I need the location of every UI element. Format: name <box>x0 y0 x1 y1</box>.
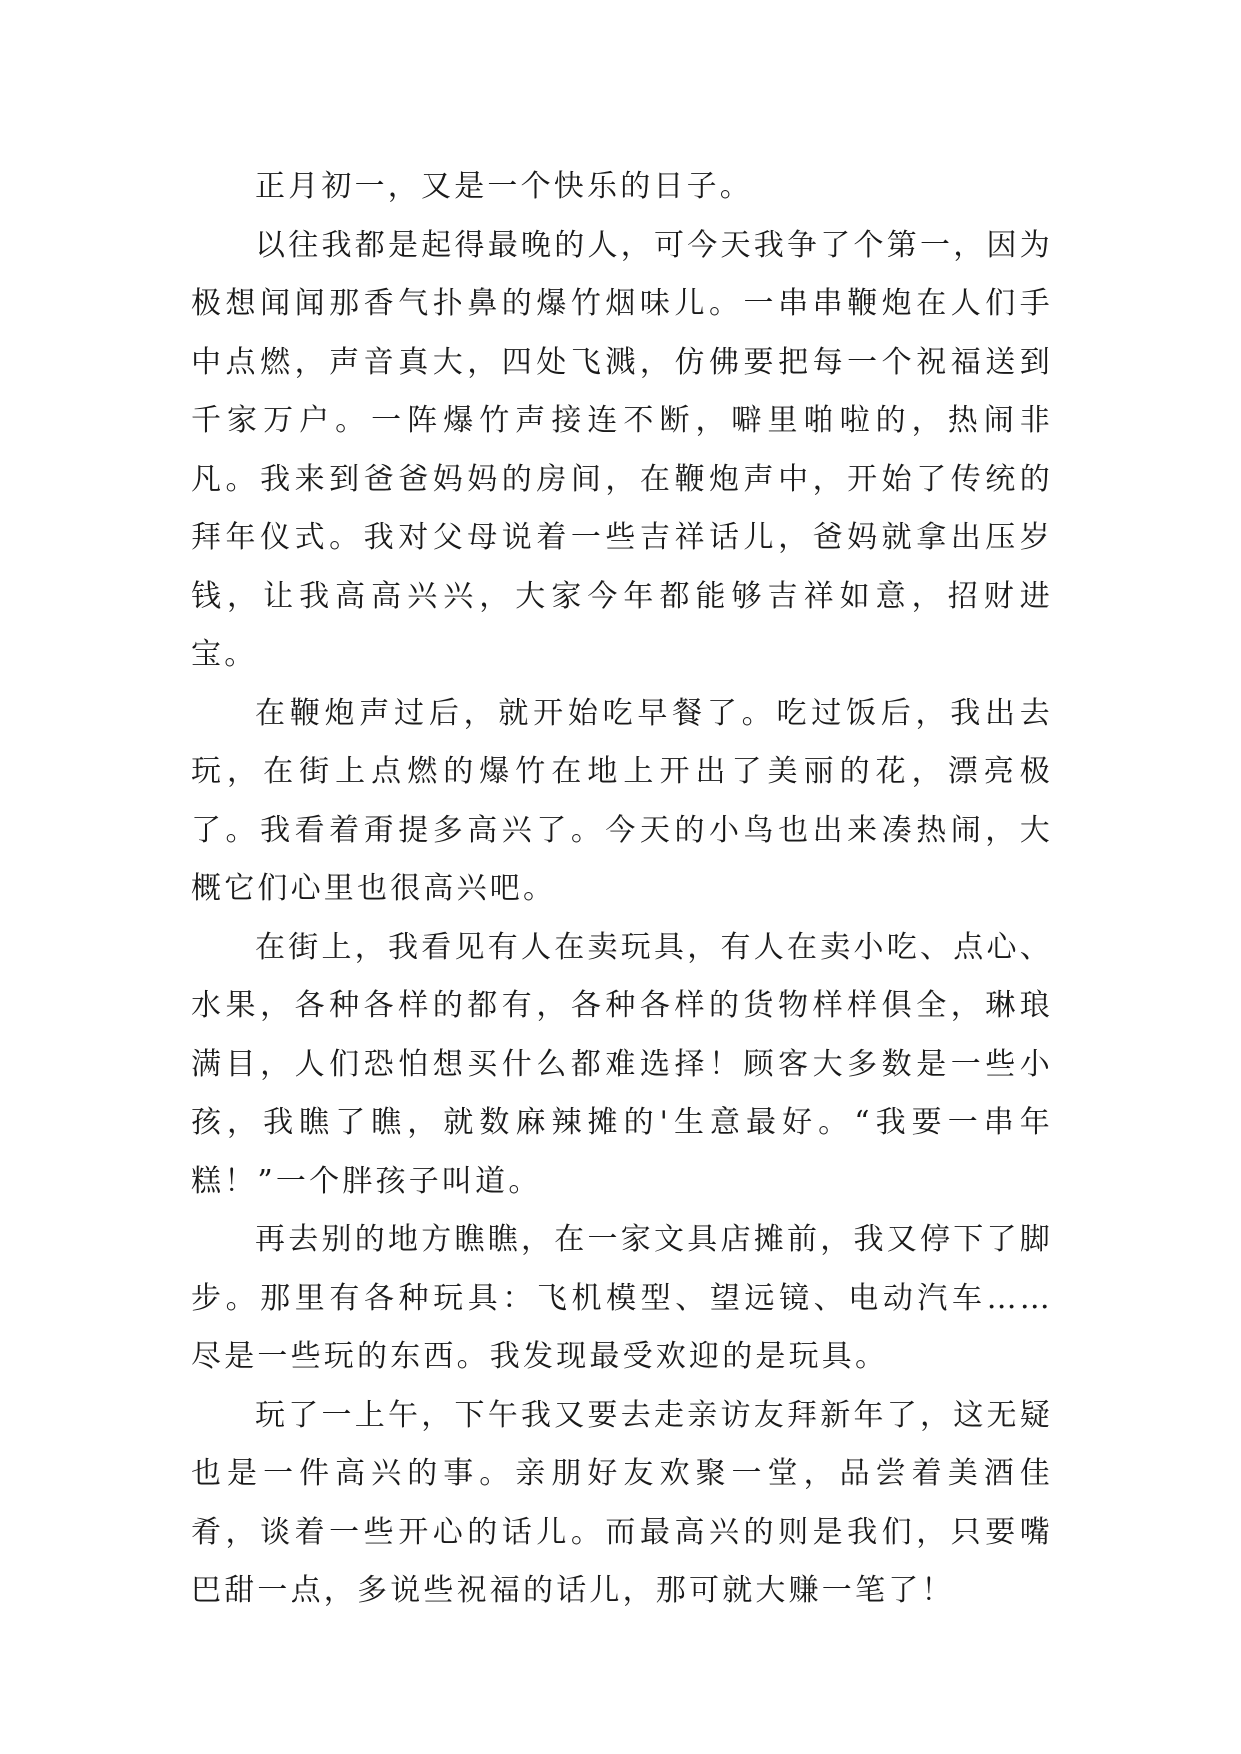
paragraph-1: 正月初一，又是一个快乐的日子。 <box>255 169 753 204</box>
document-body <box>191 158 1053 1621</box>
paragraph-3: 在鞭炮声过后，就开始吃早餐了。吃过饭后，我出去玩，在街上点燃的爆竹在地上开出了美丽的花，漂亮极了。我看着甭提多高兴了。今天的小鸟也出来凑热闹，大概它们心里也很高兴吧。 <box>191 695 1053 906</box>
paragraph-4: 在街上，我看见有人在卖玩具，有人在卖小吃、点心、水果，各种各样的都有，各种各样的货物样样俱全，琳琅满目，人们恐怕想买什么都难选择！顾客大多数是一些小孩，我瞧了瞧，就数麻辣摊的'生意最好。“我要一串年糕！”一个胖孩子叫道。 <box>191 929 1053 1199</box>
paragraph-5: 再去别的地方瞧瞧，在一家文具店摊前，我又停下了脚步。那里有各种玩具：飞机模型、望远镜、电动汽车……尽是一些玩的东西。我发现最受欢迎的是玩具。 <box>191 1222 1053 1374</box>
paragraph-6: 玩了一上午，下午我又要去走亲访友拜新年了，这无疑也是一件高兴的事。亲朋好友欢聚一堂，品尝着美酒佳肴，谈着一些开心的话儿。而最高兴的则是我们，只要嘴巴甜一点，多说些祝福的话儿，那可就大赚一笔了！ <box>191 1397 1053 1608</box>
paragraph-2: 以往我都是起得最晚的人，可今天我争了个第一，因为极想闻闻那香气扑鼻的爆竹烟味儿。一串串鞭炮在人们手中点燃，声音真大，四处飞溅，仿佛要把每一个祝福送到千家万户。一阵爆竹声接连不断，噼里啪啦的，热闹非凡。我来到爸爸妈妈的房间，在鞭炮声中，开始了传统的拜年仪式。我对父母说着一些吉祥话儿，爸妈就拿出压岁钱，让我高高兴兴，大家今年都能够吉祥如意，招财进宝。 <box>191 227 1053 672</box>
